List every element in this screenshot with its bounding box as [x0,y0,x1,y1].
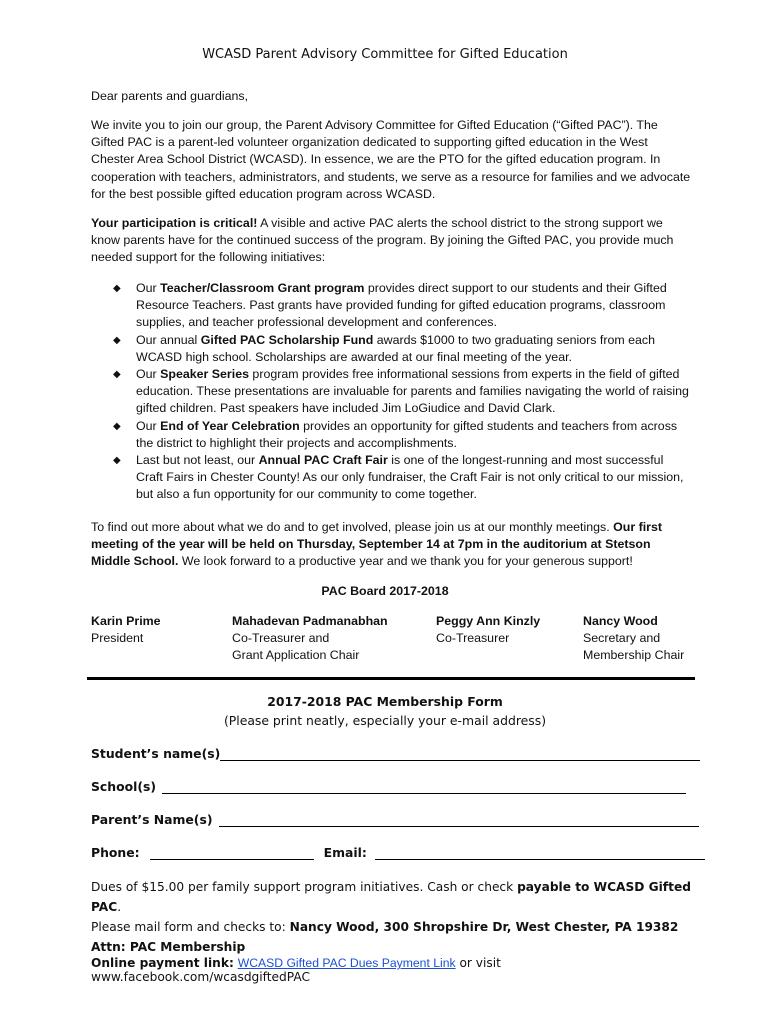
form-subtitle: (Please print neatly, especially your e-mail address) [223,713,547,728]
email-line[interactable] [375,846,705,860]
member-name: Nancy Wood [583,614,658,628]
school-field [91,779,686,794]
meeting-announcement: Our first meeting of the year will be held on Thursday, September 14 at 7pm in the auditorium at Stetson Middle School. [91,520,662,569]
parent-name-line[interactable] [219,813,699,827]
list-item: ◆ Our annual Gifted PAC Scholarship Fund awards $1000 to two graduating seniors from each WCASD high school. Scholarships are awarded at our final meeting of the year. [113,332,656,364]
form-title: 2017-2018 PAC Membership Form [267,694,503,709]
student-name-label: Student’s name(s) [91,746,221,761]
dues-payment-link[interactable]: WCASD Gifted PAC Dues Payment Link [237,956,456,970]
parent-name-field [91,812,699,827]
diamond-bullet-icon: ◆ [113,283,121,294]
dues-section [91,877,711,957]
document-title: WCASD Parent Advisory Committee for Gifted Education [202,47,568,62]
initiatives-list [91,280,691,504]
member-role: President [91,631,144,646]
board-member [91,613,161,647]
member-role: Co-Treasurer and [232,631,330,646]
board-member [583,613,684,665]
diamond-bullet-icon: ◆ [113,334,121,346]
board-member [436,613,540,647]
participation-text: A visible and active PAC alerts the school district to the strong support we know parents have for the continued success of the program. By joining the Gifted PAC, you provide much needed support for the following initiatives: [91,216,674,265]
member-name: Karin Prime [91,614,161,628]
participation-emphasis: Your participation is critical! [91,216,258,230]
school-line[interactable] [162,780,686,794]
facebook-text: or visit www.facebook.com/wcasdgiftedPAC [91,956,501,984]
online-payment-label: Online payment link: [91,956,234,970]
participation-paragraph [91,215,691,267]
online-payment [91,956,711,984]
phone-email-field [91,845,705,860]
school-label: School(s) [91,779,157,794]
member-name: Mahadevan Padmanabhan [232,614,388,628]
member-role: Secretary and [583,631,661,646]
student-name-field [91,746,700,761]
diamond-bullet-icon: ◆ [113,369,121,381]
attn-line: Attn: PAC Membership [91,940,246,954]
diamond-bullet-icon: ◆ [113,420,121,432]
dues-line: Dues of $15.00 per family support program initiatives. Cash or check payable to WCASD Gifted PAC. [91,880,691,914]
greeting: Dear parents and guardians, [91,89,249,103]
diamond-bullet-icon: ◆ [113,455,121,467]
mail-line: Please mail form and checks to: Nancy Wood, 300 Shropshire Dr, West Chester, PA 19382 [91,920,679,934]
phone-line[interactable] [150,846,314,860]
member-role: Membership Chair [583,648,685,663]
list-item: ◆ Last but not least, our Annual PAC Craft Fair is one of the longest-running and most successful Craft Fairs in Chester County! As our only fundraiser, the Craft Fair is not only critical to our mission, but also a fun opportunity for our community to come together. [113,453,684,502]
email-label: Email: [323,845,367,860]
list-item: ◆ Our Teacher/Classroom Grant program provides direct support to our students and their Gifted Resource Teachers. Past grants have provided funding for gifted education programs, classroom supplies, and teacher professional development and conferences. [113,281,667,330]
member-name: Peggy Ann Kinzly [436,614,541,628]
parent-name-label: Parent’s Name(s) [91,812,213,827]
closing-paragraph: To find out more about what we do and to get involved, please join us at our monthly meetings. Our first meeting of the year will be held on Thursday, September 14 at 7pm in the auditorium at Stetson Middle School. We look forward to a productive year and we thank you for your generous support! [91,520,662,569]
section-divider [87,677,695,680]
student-name-line[interactable] [220,747,700,761]
list-item: ◆ Our End of Year Celebration provides an opportunity for gifted students and teachers from across the district to highlight their projects and accomplishments. [113,418,678,450]
member-role: Co-Treasurer [436,631,510,646]
board-member [232,613,388,665]
intro-paragraph: We invite you to join our group, the Parent Advisory Committee for Gifted Education (“Gifted PAC”). The Gifted PAC is a parent-led volunteer organization dedicated to supporting gifted education in the West Chester Area School District (WCASD). In essence, we are the PTO for the gifted education program. In cooperation with teachers, administrators, and students, we serve as a resource for families and we advocate for the best possible gifted education program across WCASD. [91,118,691,201]
board-title: PAC Board 2017-2018 [321,584,449,598]
member-role: Grant Application Chair [232,648,360,663]
phone-label: Phone: [91,845,140,860]
list-item: ◆ Our Speaker Series program provides free informational sessions from experts in the field of gifted education. These presentations are invaluable for parents and families navigating the world of raising gifted children. Past speakers have included Jim LoGiudice and David Clark. [113,367,689,416]
